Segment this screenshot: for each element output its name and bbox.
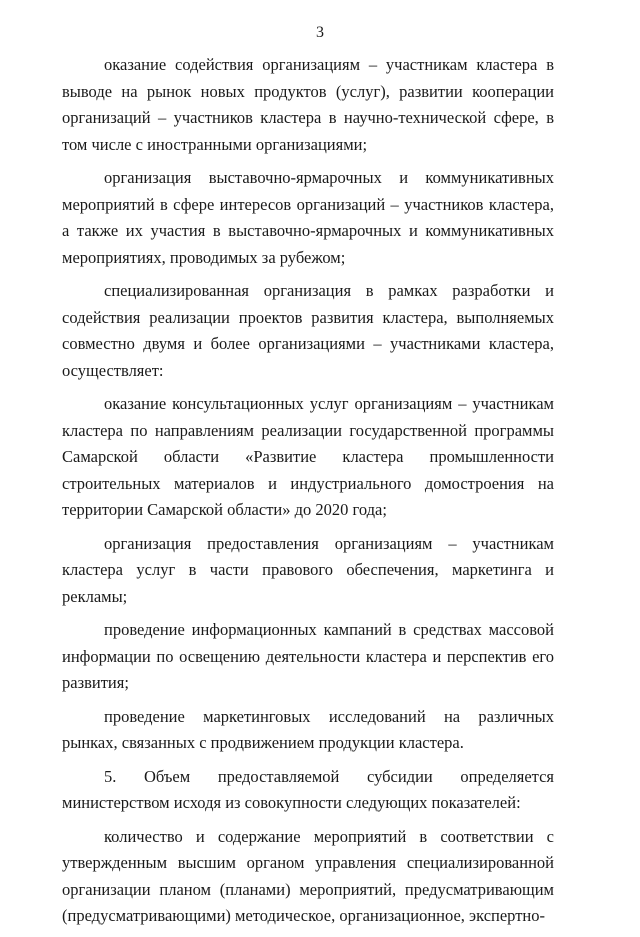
- page-number: 3: [316, 24, 324, 41]
- paragraph: специализированная организация в рамках разработки и содействия реализации проектов развития кластера, выполняемых совместно двумя и более организациями – участниками кластера, осуществляет:: [62, 281, 554, 380]
- paragraph: проведение маркетинговых исследований на различных рынках, связанных с продвижением продукции кластера.: [62, 706, 554, 752]
- document-body: [62, 52, 554, 937]
- paragraph: проведение информационных кампаний в средствах массовой информации по освещению деятельности кластера и перспектив его развития;: [62, 620, 554, 692]
- paragraph: организация выставочно-ярмарочных и коммуникативных мероприятий в сфере интересов организаций – участников кластера, а также их участия в выставочно-ярмарочных и коммуникативных мероприятиях, проводимых за рубежом;: [62, 168, 554, 267]
- paragraph: оказание содействия организациям – участникам кластера в выводе на рынок новых продуктов (услуг), развитии кооперации организаций – участников кластера в научно-технической сфере, в том числе с иностранными организациями;: [62, 55, 554, 154]
- paragraph: оказание консультационных услуг организациям – участникам кластера по направлениям реализации государственной программы Самарской области «Развитие кластера промышленности строительных материалов и индустриального домостроения на территории Самарской области» до 2020 года;: [62, 394, 554, 519]
- paragraph: 5. Объем предоставляемой субсидии определяется министерством исходя из совокупности следующих показателей:: [62, 766, 554, 812]
- paragraph: организация предоставления организациям – участникам кластера услуг в части правового обеспечения, маркетинга и рекламы;: [62, 533, 554, 606]
- paragraph: количество и содержание мероприятий в соответствии с утвержденным высшим органом управления специализированной организации планом (планами) мероприятий, предусматривающим (предусматривающими) методическое, организационное, экспертно-: [62, 826, 554, 925]
